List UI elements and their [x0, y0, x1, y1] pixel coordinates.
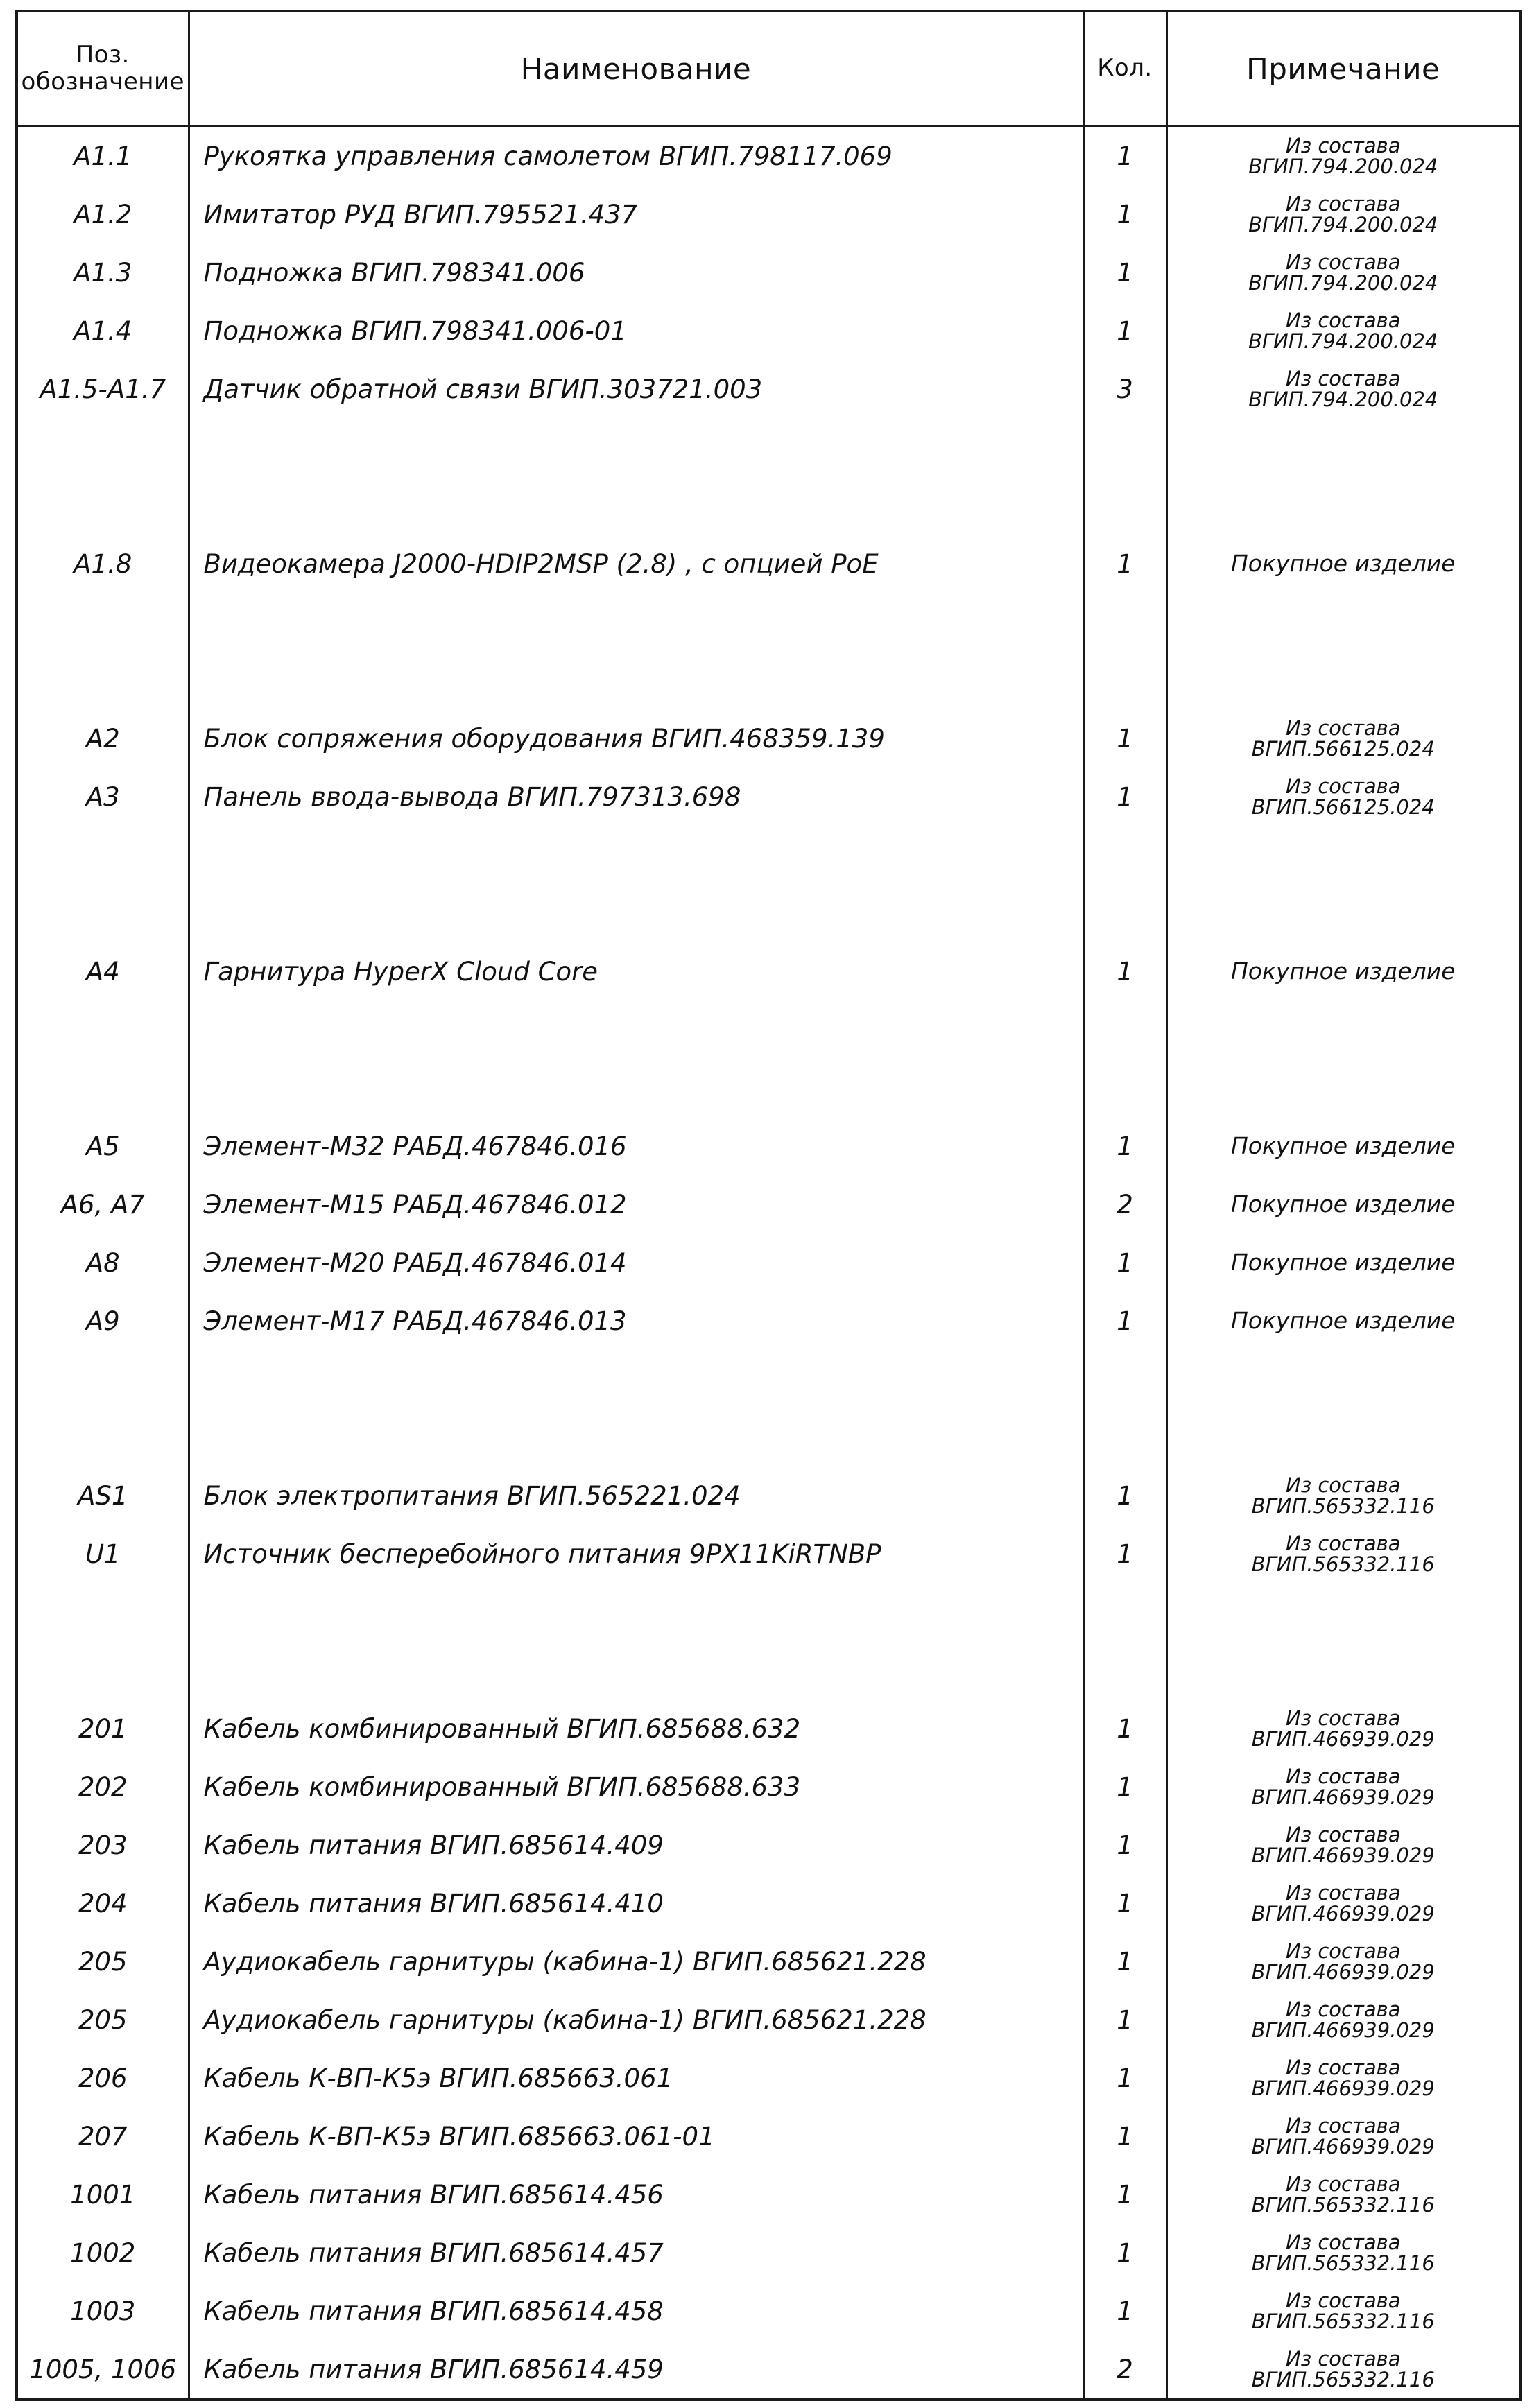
- table-header-row: [17, 11, 1520, 126]
- table-spacer-cell: [1166, 1408, 1520, 1466]
- table-spacer-cell: [17, 826, 189, 884]
- table-spacer-cell: [1083, 826, 1166, 884]
- cell-quantity: 1: [1083, 1874, 1166, 1932]
- cell-note-line2: ВГИП.466939.029: [1251, 1844, 1435, 1867]
- cell-position: 205: [17, 1991, 189, 2049]
- cell-position: AS1: [17, 1466, 189, 1525]
- cell-quantity: 1: [1083, 1525, 1166, 1583]
- table-spacer-cell: [189, 593, 1083, 651]
- cell-note: [1166, 1758, 1520, 1816]
- cell-note: [1166, 709, 1520, 768]
- table-row: [17, 185, 1520, 243]
- cell-name: Подножка ВГИП.798341.006-01: [189, 302, 1083, 360]
- cell-position: A1.2: [17, 185, 189, 243]
- cell-note: Покупное изделие: [1166, 1233, 1520, 1292]
- cell-note-line2: ВГИП.565332.116: [1251, 2368, 1435, 2391]
- cell-note: [1166, 2340, 1520, 2400]
- cell-note-line2: ВГИП.466939.029: [1251, 2077, 1435, 2100]
- cell-position: 207: [17, 2107, 189, 2165]
- table-spacer-cell: [189, 1350, 1083, 1408]
- cell-position: A9: [17, 1292, 189, 1350]
- cell-quantity: 1: [1083, 302, 1166, 360]
- table-spacer-cell: [1166, 1001, 1520, 1059]
- table-spacer-cell: [17, 1641, 189, 1699]
- table-spacer-cell: [17, 476, 189, 535]
- table-row: [17, 360, 1520, 418]
- column-header-position: [17, 11, 189, 126]
- table-spacer-cell: [1083, 593, 1166, 651]
- cell-name: Аудиокабель гарнитуры (кабина-1) ВГИП.685621.228: [189, 1932, 1083, 1991]
- table-spacer-cell: [189, 1408, 1083, 1466]
- table-row: [17, 535, 1520, 593]
- table-row: [17, 1175, 1520, 1233]
- cell-quantity: 1: [1083, 1233, 1166, 1292]
- cell-note: [1166, 302, 1520, 360]
- cell-note: [1166, 1991, 1520, 2049]
- cell-note: Покупное изделие: [1166, 535, 1520, 593]
- cell-note: [1166, 2049, 1520, 2107]
- cell-note-line1: Из состава: [1286, 1997, 1401, 2021]
- table-spacer-cell: [189, 884, 1083, 942]
- cell-note-line1: Из состава: [1286, 2172, 1401, 2196]
- cell-note: [1166, 768, 1520, 826]
- cell-quantity: 1: [1083, 942, 1166, 1001]
- cell-note-line1: Из состава: [1286, 308, 1401, 332]
- cell-note-line2: ВГИП.565332.116: [1251, 1552, 1435, 1576]
- cell-note: [1166, 243, 1520, 302]
- cell-quantity: 1: [1083, 1292, 1166, 1350]
- cell-position: U1: [17, 1525, 189, 1583]
- cell-position: 1003: [17, 2282, 189, 2340]
- cell-name: Видеокамера J2000-HDIP2MSP (2.8) , с опцией PoE: [189, 535, 1083, 593]
- cell-note: [1166, 1699, 1520, 1758]
- cell-name: Блок сопряжения оборудования ВГИП.468359.139: [189, 709, 1083, 768]
- cell-name: Панель ввода-вывода ВГИП.797313.698: [189, 768, 1083, 826]
- cell-note-line1: Из состава: [1286, 1706, 1401, 1730]
- table-spacer-cell: [1083, 476, 1166, 535]
- cell-quantity: 2: [1083, 2340, 1166, 2400]
- cell-position: 203: [17, 1816, 189, 1874]
- table-header: [17, 11, 1520, 126]
- table-spacer-cell: [1083, 1408, 1166, 1466]
- table-row: [17, 1292, 1520, 1350]
- table-row: [17, 2282, 1520, 2340]
- table-row: [17, 1233, 1520, 1292]
- cell-note-line2: ВГИП.466939.029: [1251, 1785, 1435, 1809]
- cell-quantity: 1: [1083, 768, 1166, 826]
- table-spacer-row: [17, 1641, 1520, 1699]
- table-row: [17, 768, 1520, 826]
- cell-position: A1.3: [17, 243, 189, 302]
- table-spacer-cell: [1083, 1641, 1166, 1699]
- cell-note-line1: Из состава: [1286, 1939, 1401, 1963]
- cell-note-line2: ВГИП.466939.029: [1251, 1902, 1435, 1925]
- table-spacer-cell: [17, 593, 189, 651]
- table-spacer-cell: [1083, 1583, 1166, 1641]
- table-spacer-row: [17, 1059, 1520, 1117]
- cell-note-line2: ВГИП.566125.024: [1251, 795, 1435, 819]
- cell-note-line1: Из состава: [1286, 2113, 1401, 2138]
- cell-note-line1: Из состава: [1286, 250, 1401, 274]
- cell-quantity: 1: [1083, 2165, 1166, 2224]
- cell-name: Кабель питания ВГИП.685614.457: [189, 2224, 1083, 2282]
- table-spacer-cell: [189, 1641, 1083, 1699]
- cell-quantity: 1: [1083, 2224, 1166, 2282]
- cell-note-line2: ВГИП.565332.116: [1251, 2310, 1435, 2333]
- cell-note: [1166, 2282, 1520, 2340]
- cell-note: Покупное изделие: [1166, 1292, 1520, 1350]
- cell-name: Кабель питания ВГИП.685614.410: [189, 1874, 1083, 1932]
- table-spacer-cell: [1083, 418, 1166, 476]
- cell-position: 1002: [17, 2224, 189, 2282]
- cell-position: A2: [17, 709, 189, 768]
- table-row: [17, 1758, 1520, 1816]
- table-spacer-cell: [17, 1001, 189, 1059]
- cell-note: [1166, 2224, 1520, 2282]
- cell-name: Кабель К-ВП-К5э ВГИП.685663.061-01: [189, 2107, 1083, 2165]
- cell-note: [1166, 1816, 1520, 1874]
- cell-note: [1166, 2107, 1520, 2165]
- table-spacer-cell: [1166, 593, 1520, 651]
- table-row: [17, 243, 1520, 302]
- table-spacer-cell: [189, 1001, 1083, 1059]
- cell-name: Кабель комбинированный ВГИП.685688.633: [189, 1758, 1083, 1816]
- cell-note-line2: ВГИП.794.200.024: [1248, 213, 1438, 236]
- cell-position: A8: [17, 1233, 189, 1292]
- cell-position: A6, A7: [17, 1175, 189, 1233]
- table-spacer-cell: [1166, 1350, 1520, 1408]
- cell-name: Кабель комбинированный ВГИП.685688.632: [189, 1699, 1083, 1758]
- cell-note-line1: Из состава: [1286, 1822, 1401, 1846]
- table-spacer-cell: [17, 884, 189, 942]
- cell-name: Кабель питания ВГИП.685614.459: [189, 2340, 1083, 2400]
- cell-name: Гарнитура HyperX Cloud Core: [189, 942, 1083, 1001]
- cell-note-line2: ВГИП.565332.116: [1251, 2251, 1435, 2275]
- cell-note-line2: ВГИП.566125.024: [1251, 737, 1435, 761]
- cell-note-line1: Из состава: [1286, 191, 1401, 216]
- cell-name: Элемент-М17 РАБД.467846.013: [189, 1292, 1083, 1350]
- table-spacer-cell: [17, 1583, 189, 1641]
- column-header-quantity: Кол.: [1083, 11, 1166, 126]
- table-spacer-cell: [1083, 884, 1166, 942]
- cell-note: Покупное изделие: [1166, 1175, 1520, 1233]
- cell-note: Покупное изделие: [1166, 942, 1520, 1001]
- cell-position: A1.5-A1.7: [17, 360, 189, 418]
- table-row: [17, 2049, 1520, 2107]
- table-row: [17, 1874, 1520, 1932]
- cell-position: A1.1: [17, 126, 189, 186]
- table-spacer-cell: [189, 1583, 1083, 1641]
- cell-position: 205: [17, 1932, 189, 1991]
- cell-note-line1: Из состава: [1286, 716, 1401, 740]
- cell-quantity: 1: [1083, 1932, 1166, 1991]
- cell-quantity: 1: [1083, 1466, 1166, 1525]
- table-spacer-cell: [17, 418, 189, 476]
- cell-note: [1166, 360, 1520, 418]
- table-spacer-cell: [1166, 826, 1520, 884]
- cell-note-line2: ВГИП.466939.029: [1251, 1727, 1435, 1751]
- table-row: [17, 1991, 1520, 2049]
- table-spacer-row: [17, 651, 1520, 709]
- table-spacer-cell: [1083, 1059, 1166, 1117]
- column-header-name: Наименование: [189, 11, 1083, 126]
- cell-quantity: 1: [1083, 1991, 1166, 2049]
- cell-name: Элемент-М32 РАБД.467846.016: [189, 1117, 1083, 1175]
- specification-table: [15, 10, 1522, 2401]
- table-row: [17, 126, 1520, 186]
- cell-note-line2: ВГИП.466939.029: [1251, 2018, 1435, 2042]
- cell-name: Источник бесперебойного питания 9PX11KiRTNBP: [189, 1525, 1083, 1583]
- cell-quantity: 1: [1083, 2049, 1166, 2107]
- table-row: [17, 1699, 1520, 1758]
- table-row: [17, 2165, 1520, 2224]
- cell-note: [1166, 126, 1520, 186]
- cell-position: A1.4: [17, 302, 189, 360]
- cell-name: Датчик обратной связи ВГИП.303721.003: [189, 360, 1083, 418]
- column-header-note: Примечание: [1166, 11, 1520, 126]
- table-spacer-cell: [189, 1059, 1083, 1117]
- table-spacer-cell: [1166, 476, 1520, 535]
- cell-note-line1: Из состава: [1286, 2288, 1401, 2312]
- table-spacer-row: [17, 826, 1520, 884]
- column-header-position-line1: Поз.: [76, 40, 130, 69]
- cell-position: 206: [17, 2049, 189, 2107]
- table-spacer-cell: [1166, 651, 1520, 709]
- table-spacer-cell: [17, 1350, 189, 1408]
- table-row: [17, 1932, 1520, 1991]
- cell-note: Покупное изделие: [1166, 1117, 1520, 1175]
- cell-quantity: 1: [1083, 243, 1166, 302]
- table-spacer-cell: [189, 651, 1083, 709]
- cell-note-line1: Из состава: [1286, 2055, 1401, 2079]
- table-body: [17, 126, 1520, 2400]
- cell-position: 202: [17, 1758, 189, 1816]
- cell-note-line1: Из состава: [1286, 366, 1401, 390]
- cell-quantity: 1: [1083, 2282, 1166, 2340]
- cell-position: 1005, 1006: [17, 2340, 189, 2400]
- cell-name: Кабель питания ВГИП.685614.456: [189, 2165, 1083, 2224]
- table-spacer-cell: [189, 826, 1083, 884]
- table-spacer-row: [17, 884, 1520, 942]
- cell-quantity: 2: [1083, 1175, 1166, 1233]
- cell-quantity: 3: [1083, 360, 1166, 418]
- cell-quantity: 1: [1083, 1117, 1166, 1175]
- table-row: [17, 1525, 1520, 1583]
- cell-quantity: 1: [1083, 1816, 1166, 1874]
- table-spacer-cell: [1166, 1583, 1520, 1641]
- cell-name: Рукоятка управления самолетом ВГИП.798117.069: [189, 126, 1083, 186]
- table-row: [17, 1117, 1520, 1175]
- cell-quantity: 1: [1083, 126, 1166, 186]
- cell-note: [1166, 1466, 1520, 1525]
- cell-note-line1: Из состава: [1286, 1880, 1401, 1905]
- table-spacer-cell: [17, 1059, 189, 1117]
- cell-name: Подножка ВГИП.798341.006: [189, 243, 1083, 302]
- cell-note: [1166, 1525, 1520, 1583]
- table-spacer-row: [17, 593, 1520, 651]
- cell-quantity: 1: [1083, 1699, 1166, 1758]
- table-row: [17, 942, 1520, 1001]
- cell-name: Кабель питания ВГИП.685614.458: [189, 2282, 1083, 2340]
- cell-note-line2: ВГИП.794.200.024: [1248, 329, 1438, 353]
- table-spacer-cell: [1166, 1641, 1520, 1699]
- cell-name: Кабель питания ВГИП.685614.409: [189, 1816, 1083, 1874]
- column-header-position-line2: обозначение: [21, 68, 184, 96]
- cell-note-line1: Из состава: [1286, 774, 1401, 798]
- table-spacer-cell: [1083, 1001, 1166, 1059]
- table-row: [17, 2224, 1520, 2282]
- cell-quantity: 1: [1083, 535, 1166, 593]
- cell-note-line2: ВГИП.466939.029: [1251, 1960, 1435, 1984]
- cell-note-line1: Из состава: [1286, 2230, 1401, 2254]
- cell-position: 201: [17, 1699, 189, 1758]
- cell-position: A3: [17, 768, 189, 826]
- cell-quantity: 1: [1083, 709, 1166, 768]
- cell-position: A4: [17, 942, 189, 1001]
- cell-name: Элемент-М15 РАБД.467846.012: [189, 1175, 1083, 1233]
- cell-note-line1: Из состава: [1286, 1531, 1401, 1555]
- table-spacer-cell: [1166, 1059, 1520, 1117]
- cell-position: A5: [17, 1117, 189, 1175]
- table-spacer-cell: [1083, 1350, 1166, 1408]
- cell-quantity: 1: [1083, 1758, 1166, 1816]
- cell-note: [1166, 185, 1520, 243]
- cell-note: [1166, 1874, 1520, 1932]
- cell-position: 1001: [17, 2165, 189, 2224]
- table-spacer-row: [17, 418, 1520, 476]
- table-row: [17, 709, 1520, 768]
- table-row: [17, 2340, 1520, 2400]
- cell-name: Имитатор РУД ВГИП.795521.437: [189, 185, 1083, 243]
- table-spacer-row: [17, 1408, 1520, 1466]
- table-spacer-row: [17, 476, 1520, 535]
- table-spacer-cell: [1083, 651, 1166, 709]
- table-row: [17, 1816, 1520, 1874]
- cell-name: Кабель К-ВП-К5э ВГИП.685663.061: [189, 2049, 1083, 2107]
- cell-note-line2: ВГИП.466939.029: [1251, 2135, 1435, 2158]
- cell-note: [1166, 2165, 1520, 2224]
- cell-note-line2: ВГИП.565332.116: [1251, 1494, 1435, 1518]
- table-spacer-cell: [189, 476, 1083, 535]
- table-spacer-row: [17, 1583, 1520, 1641]
- table-spacer-row: [17, 1350, 1520, 1408]
- table-spacer-cell: [17, 651, 189, 709]
- cell-position: 204: [17, 1874, 189, 1932]
- cell-note-line1: Из состава: [1286, 1764, 1401, 1788]
- cell-note-line1: Из состава: [1286, 2346, 1401, 2371]
- table-spacer-cell: [1166, 884, 1520, 942]
- table-row: [17, 1466, 1520, 1525]
- cell-note-line2: ВГИП.794.200.024: [1248, 155, 1438, 178]
- table-spacer-cell: [17, 1408, 189, 1466]
- cell-name: Элемент-М20 РАБД.467846.014: [189, 1233, 1083, 1292]
- table-spacer-row: [17, 1001, 1520, 1059]
- cell-name: Аудиокабель гарнитуры (кабина-1) ВГИП.685621.228: [189, 1991, 1083, 2049]
- cell-quantity: 1: [1083, 185, 1166, 243]
- cell-note: [1166, 1932, 1520, 1991]
- table-spacer-cell: [189, 418, 1083, 476]
- table-row: [17, 2107, 1520, 2165]
- table-spacer-cell: [1166, 418, 1520, 476]
- cell-note-line2: ВГИП.794.200.024: [1248, 388, 1438, 411]
- cell-name: Блок электропитания ВГИП.565221.024: [189, 1466, 1083, 1525]
- cell-note-line1: Из состава: [1286, 1473, 1401, 1497]
- cell-quantity: 1: [1083, 2107, 1166, 2165]
- cell-position: A1.8: [17, 535, 189, 593]
- cell-note-line2: ВГИП.565332.116: [1251, 2193, 1435, 2217]
- cell-note-line1: Из состава: [1286, 133, 1401, 157]
- cell-note-line2: ВГИП.794.200.024: [1248, 271, 1438, 295]
- table-row: [17, 302, 1520, 360]
